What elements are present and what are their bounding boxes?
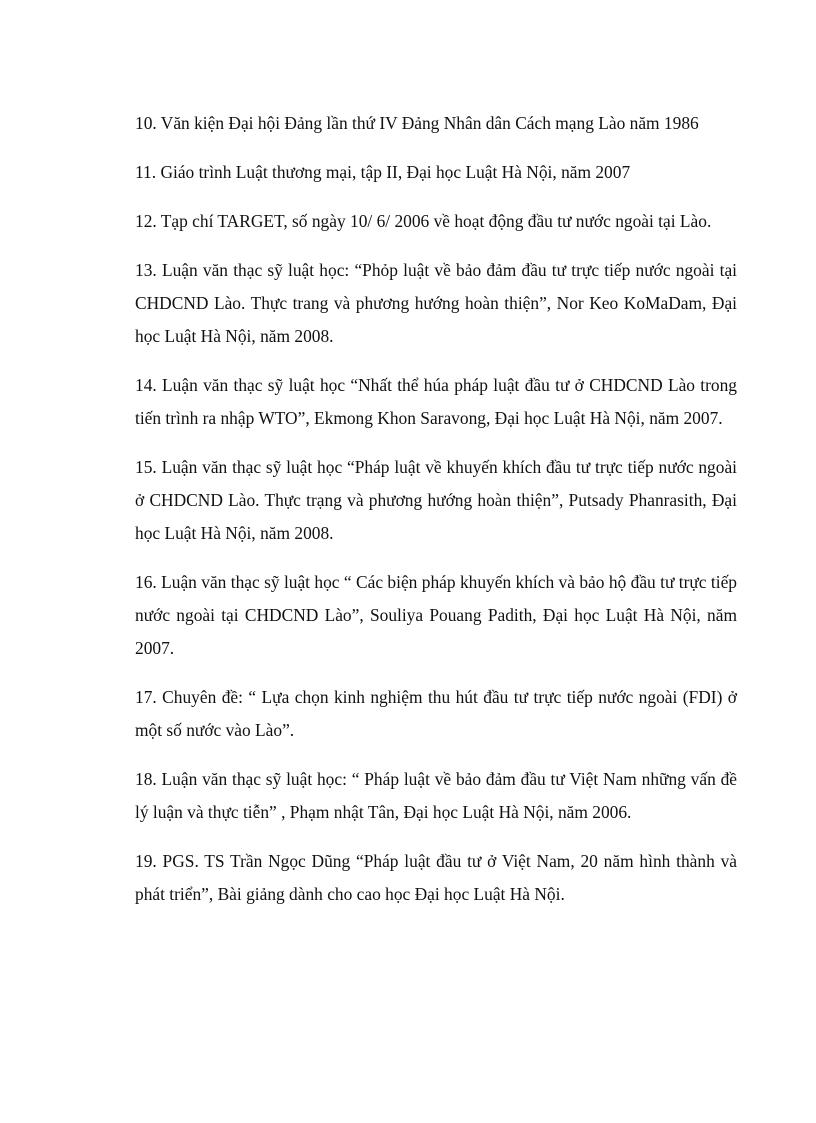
reference-item-18: 18. Luận văn thạc sỹ luật học: “ Pháp luật về bảo đảm đầu tư Việt Nam những vấn đề lý luận và thực tiễn” , Phạm nhật Tân, Đại học Luật Hà Nội, năm 2006. <box>135 769 737 822</box>
reference-item-10: 10. Văn kiện Đại hội Đảng lần thứ IV Đảng Nhân dân Cách mạng Lào năm 1986 <box>135 113 699 133</box>
reference-item-16: 16. Luận văn thạc sỹ luật học “ Các biện pháp khuyến khích và bảo hộ đầu tư trực tiếp nước ngoài tại CHDCND Lào”, Souliya Pouang Padith, Đại học Luật Hà Nội, năm 2007. <box>135 572 737 658</box>
reference-item-13: 13. Luận văn thạc sỹ luật học: “Phỏp luật về bảo đảm đầu tư trực tiếp nước ngoài tại CHDCND Lào. Thực trang và phương hướng hoàn thiện”, Nor Keo KoMaDam, Đại học Luật Hà Nội, năm 2008. <box>135 260 737 346</box>
reference-item-14: 14. Luận văn thạc sỹ luật học “Nhất thể húa pháp luật đầu tư ở CHDCND Lào trong tiến trình ra nhập WTO”, Ekmong Khon Saravong, Đại học Luật Hà Nội, năm 2007. <box>135 375 737 428</box>
reference-item-12: 12. Tạp chí TARGET, số ngày 10/ 6/ 2006 về hoạt động đầu tư nước ngoài tại Lào. <box>135 211 712 231</box>
reference-item-11: 11. Giáo trình Luật thương mại, tập II, Đại học Luật Hà Nội, năm 2007 <box>135 162 631 182</box>
reference-list <box>135 107 737 927</box>
reference-item-19: 19. PGS. TS Trần Ngọc Dũng “Pháp luật đầu tư ở Việt Nam, 20 năm hình thành và phát triển”, Bài giảng dành cho cao học Đại học Luật Hà Nội. <box>135 851 737 904</box>
reference-item-17: 17. Chuyên đề: “ Lựa chọn kinh nghiệm thu hút đầu tư trực tiếp nước ngoài (FDI) ở một số nước vào Lào”. <box>135 687 737 740</box>
reference-item-15: 15. Luận văn thạc sỹ luật học “Pháp luật về khuyến khích đầu tư trực tiếp nước ngoài ở CHDCND Lào. Thực trạng và phương hướng hoàn thiện”, Putsady Phanrasith, Đại học Luật Hà Nội, năm 2008. <box>135 457 737 543</box>
